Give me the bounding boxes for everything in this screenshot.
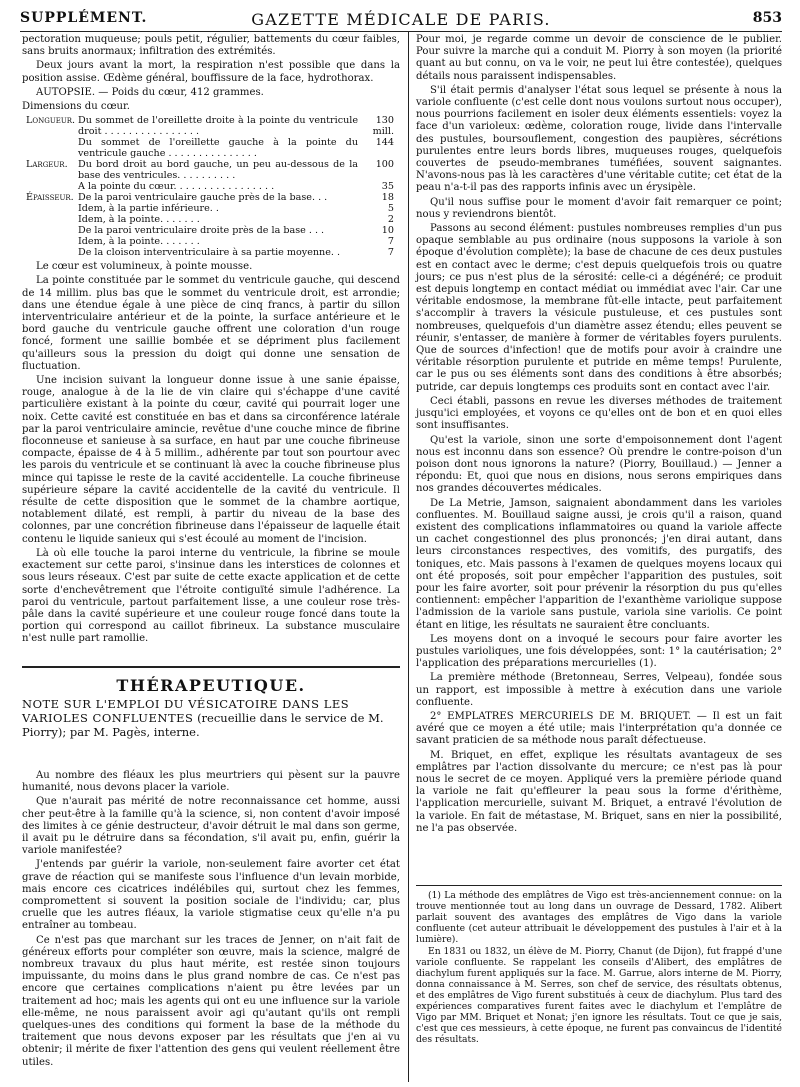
dimension-row: [26, 225, 394, 236]
dimension-desc: Du bord droit au bord gauche, un peu au-dessous de la base des ventricules. . . . . . . . . .: [78, 159, 358, 182]
dimension-label: Largeur.: [26, 159, 68, 171]
dimension-row: [26, 236, 394, 247]
column-divider: [408, 32, 409, 1082]
dimension-label: [26, 214, 78, 225]
dimension-label: [26, 225, 78, 236]
dimension-label: [26, 203, 78, 214]
right-paragraph: Ceci établi, passons en revue les diverses méthodes de traitement jusqu'ici employées, et voyons ce qu'elles ont de bon et en quoi elles sont insuffisantes.: [416, 395, 782, 432]
dimension-label: [26, 236, 78, 247]
dimension-label: [26, 137, 78, 159]
dimension-value: 10: [381, 225, 394, 237]
page-header: [20, 8, 782, 30]
dimension-desc: A la pointe du cœur. . . . . . . . . . . . . . . . .: [78, 181, 275, 193]
dimension-row: [26, 137, 394, 159]
dimension-label: Épaisseur.: [26, 192, 74, 204]
dimension-desc: Idem, à la pointe. . . . . . .: [78, 214, 200, 226]
dimension-value: 144: [375, 137, 394, 149]
dimension-desc: Du sommet de l'oreillette droite à la pointe du ventricule droit . . . . . . . . . . . . . . . .: [78, 115, 358, 138]
body-paragraph: La pointe constituée par le sommet du ventricule gauche, qui descend de 14 millim. plus bas que le sommet du ventricule droit, est arrondie; dans une étendue égale à une pièce de cinq francs, à partir du sillon interventriculaire antérieur et de la pointe, la surface antérieure et le bord gauche du ventricule gauche offrent une coloration d'un rouge foncé, forment une saillie bombée et se dépriment plus facilement qu'ailleurs sous la pression du doigt qui donne une sensation de fluctuation.: [22, 275, 400, 372]
dimension-row: [26, 214, 394, 225]
dimensions-heading: Dimensions du cœur.: [22, 101, 130, 113]
intro-paragraph: Deux jours avant la mort, la respiration n'est possible que dans la position assise. Œdème général, bouffissure de la face, hydrothorax.: [22, 60, 400, 84]
dimension-row: [26, 192, 394, 203]
dimension-desc: Du sommet de l'oreillette gauche à la pointe du ventricule gauche . . . . . . . . . . . . . . .: [78, 137, 358, 160]
right-paragraph: 2° EMPLATRES MERCURIELS DE M. BRIQUET. — Il est un fait avéré que ce moyen a été utile; mais l'interprétation qu'a donnée ce savant praticien de sa méthode nous paraît défectueuse.: [416, 710, 782, 747]
dimension-desc: Idem, à la pointe. . . . . . .: [78, 236, 200, 248]
left-column: [22, 34, 400, 648]
heart-dimensions-table: [26, 115, 394, 258]
right-paragraph: S'il était permis d'analyser l'état sous lequel se présente à nous la variole confluente (c'est celle dont nous voulons surtout nous occuper), nous pourrions facilement en isoler deux éléments essentiels: voyez la face d'un varioleux: œdème, coloration rouge, livide dans l'intervalle des pustules, boursouflement, congestion des paupières, sécrétions purulentes entre leurs bords libres, muqueuses rouges, quelquefois couvertes de pseudo-membranes tuméfiées, souvent saignantes. N'avons-nous pas là les caractères d'une véritable cutite; cet état de la peau n'a-t-il pas des rapports infinis avec un érysipèle.: [416, 84, 782, 194]
dimension-value: 2: [387, 214, 394, 226]
dimension-value: 5: [387, 203, 394, 215]
dimension-row: [26, 181, 394, 192]
right-paragraph: Pour moi, je regarde comme un devoir de conscience de le publier. Pour suivre la marche qui a conduit M. Piorry à son moyen (la priorité quant au but connu, on va le voir, ne peut lui être contestée), quelques détails nous paraissent indispensables.: [416, 34, 782, 82]
footnotes: [416, 890, 782, 1046]
dimension-value: 35: [381, 181, 394, 193]
autopsy-line: AUTOPSIE. — Poids du cœur, 412 grammes.: [36, 86, 264, 98]
right-paragraph: La première méthode (Bretonneau, Serres, Velpeau), fondée sous un rapport, est impossible à mettre à exécution dans une variole confluente.: [416, 672, 782, 708]
dimension-value: 18: [381, 192, 394, 204]
dimension-value: 7: [387, 247, 394, 259]
supplement-label: SUPPLÉMENT.: [20, 10, 148, 26]
left-column-article: [22, 770, 400, 1071]
footnote-rule: [416, 885, 782, 886]
article-title-block: [22, 697, 400, 739]
footnote: En 1831 ou 1832, un élève de M. Piorry, Chanut (de Dijon), fut frappé d'une variole confluente. Se rappelant les conseils d'Alibert, des emplâtres de diachylum furent appliqués sur la face. M. Garrue, alors interne de M. Piorry, donna connaissance à M. Serres, son chef de service, des résultats obtenus, et des emplâtres de Vigo furent substitués à ceux de diachylum. Plus tard des expériences comparatives furent faites avec le diachylum et l'emplâtre de Vigo par MM. Briquet et Nonat; j'en ignore les résultats. Tout ce que je sais, c'est que ces messieurs, à cette époque, ne furent pas convaincus de l'identité des résultats.: [416, 946, 783, 1045]
right-paragraph: Qu'il nous suffise pour le moment d'avoir fait remarquer ce point; nous y reviendrons bientôt.: [416, 196, 782, 220]
right-column: [416, 34, 782, 837]
article-paragraph: Ce n'est pas que marchant sur les traces de Jenner, on n'ait fait de généreux efforts pour compléter son œuvre, mais la science, malgré de nombreux travaux du plus haut mérite, est restée sinon toujours impuissante, du moins dans le plus grand nombre de cas. Ce n'est pas encore que certaines complications n'aient pu être levées par un traitement ad hoc; mais les agents qui ont eu une influence sur la variole elle-même, ne nous paraissent avoir agi qu'autant qu'ils ont rempli quelques-unes des conditions qui forment la base de la méthode du traitement que nous devons exposer par les résultats que j'en ai vu obtenir; il mérite de fixer l'attention des gens qui veulent réellement être utiles.: [22, 934, 400, 1068]
dimension-label: [26, 247, 78, 258]
right-paragraph: Passons au second élément: pustules nombreuses remplies d'un pus opaque semblable au pus ordinaire (nous supposons la variole à son époque d'évolution complète); la base de chacune de ces deux pustules est en contact avec le derme; c'est depuis quelquefois trois ou quatre jours; ce pus n'est plus de la sérosité: celle-ci a dégénéré; ce produit est depuis longtemp en contact médiat ou immédiat avec l'air. Car une véritable endosmose, la membrane fût-elle intacte, peut parfaitement s'accomplir à travers la vésicule pustuleuse, et ces pustules sont nombreuses, quelquefois d'un diamètre assez étendu; elles peuvent se réunir, s'entasser, de manière à former de véritables foyers purulents. Que de sources d'infection! que de motifs pour avoir à craindre une véritable résorption purulente et putride en même temps! Purulente, car le pus ou ses éléments sont dans des conditions à être absorbés; putride, car depuis longtemps ces produits sont en contact avec l'air.: [416, 223, 782, 393]
article-title: NOTE SUR L'EMPLOI DU VÉSICATOIRE DANS LES VARIOLES CONFLUENTES: [22, 697, 350, 725]
dimension-row: [26, 115, 394, 137]
section-heading: THÉRAPEUTIQUE.: [116, 676, 306, 695]
section-rule: [22, 666, 400, 668]
dimension-row: [26, 247, 394, 258]
article-paragraph: J'entends par guérir la variole, non-seulement faire avorter cet état grave de réaction qui se manifeste sous l'influence d'un levain morbide, mais encore ces cicatrices indélébiles qui, surtout chez les femmes, compromettent si souvent la position sociale de l'individu; car, plus cruelle que les autres fléaux, la variole stigmatise ceux qu'elle n'a pu entraîner au tombeau.: [22, 859, 400, 932]
dimension-value: 100: [375, 159, 394, 171]
dimension-row: [26, 159, 394, 181]
journal-title: GAZETTE MÉDICALE DE PARIS.: [251, 10, 551, 29]
dimension-value: 7: [387, 236, 394, 248]
article-paragraph: Que n'aurait pas mérité de notre reconnaissance cet homme, aussi cher peut-être à la famille qu'à la science, si, non content d'avoir imposé des limites à ce génie destructeur, d'avoir détruit le mal dans son germe, il avait pu le détruire dans sa fécondation, s'il avait pu, enfin, guérir la variole manifestée?: [22, 796, 400, 857]
article-paragraph: Au nombre des fléaux les plus meurtriers qui pèsent sur la pauvre humanité, nous devons placer la variole.: [22, 770, 400, 794]
article-subtitle: (recueillie dans le service de M. Piorry); par M. Pagès, interne.: [22, 711, 384, 739]
dimension-desc: De la paroi ventriculaire gauche près de la base. . .: [78, 192, 328, 204]
dimension-row: [26, 203, 394, 214]
dimension-desc: De la cloison interventriculaire à sa partie moyenne. .: [78, 247, 341, 259]
dimension-label: Longueur.: [26, 115, 76, 127]
body-paragraph: Une incision suivant la longueur donne issue à une sanie épaisse, rouge, analogue à de la lie de vin claire qui s'échappe d'une cavité particulière existant à la pointe du cœur, cavité qui pourrait loger une noix. Cette cavité est constituée en bas et dans sa circonférence latérale par la paroi ventriculaire amincie, revêtue d'une couche mince de fibrine floconneuse et sanieuse à sa surface, en haut par une couche fibrineuse compacte, épaisse de 4 à 5 millim., adhérente par tout son pourtour avec les parois du ventricule et se continuant là avec la couche fibrineuse plus mince qui tapisse le reste de la cavité accidentelle. La couche fibrineuse supérieure sépare la cavité accidentelle de la cavité du ventricule. Il résulte de cette disposition que le sommet de la chambre aortique, notablement dilaté, est rempli, à partir du niveau de la base des colonnes, par une concrétion fibrineuse dans l'épaisseur de laquelle était contenu le liquide sanieux qui s'est écoulé au moment de l'incision.: [22, 375, 400, 545]
dimension-desc: De la paroi ventriculaire droite près de la base . . .: [78, 225, 325, 237]
page-number: 853: [752, 10, 782, 26]
dimension-desc: Idem, à la partie inférieure. .: [78, 203, 219, 215]
right-paragraph: Les moyens dont on a invoqué le secours pour faire avorter les pustules varioliques, une fois développées, sont: 1° la cautérisation; 2° l'application des préparations mercurielles (1).: [416, 633, 782, 670]
right-paragraph: De La Metrie, Jamson, saignaient abondamment dans les varioles confluentes. M. Bouillaud saigne aussi, je crois qu'il a raison, quand existent des complications inflammatoires ou quand la variole affecte un cachet congestionnel des plus prononcés; j'en dirai autant, dans leurs circonstances respectives, des vomitifs, des purgatifs, des toniques, etc. Mais passons à l'examen de quelques moyens locaux qui ont été proposés, soit pour empêcher l'apparition des pustules, soit pour les faire avorter, soit pour prévenir la résorption du pus qu'elles contiennent: empêcher l'apparition de l'exanthème variolique suppose l'admission de la variole sans pustule, variola sine variolis. Ce point étant en litige, les résultats ne sauraient être concluants.: [416, 497, 782, 631]
footnote: (1) La méthode des emplâtres de Vigo est très-anciennement connue: on la trouve mentionnée tout au long dans un ouvrage de Dessard, 1782. Alibert parlait souvent des avantages des emplâtres de Vigo dans la variole confluente (cet auteur attribuait le développement des pustules à l'air et à la lumière).: [416, 890, 782, 945]
dimension-value: 130 mill.: [372, 115, 394, 138]
intro-paragraph: pectoration muqueuse; pouls petit, régulier, battements du cœur faibles, sans bruits anormaux; infiltration des extrémités.: [22, 34, 400, 58]
right-paragraph: M. Briquet, en effet, explique les résultats avantageux de ses emplâtres par l'action dissolvante du mercure; ce n'est pas là pour nous le secret de ce moyen. Appliqué vers la première période quand la variole ne fait qu'effleurer la peau sous la forme d'érithème, l'application mercurielle, suivant M. Briquet, a entravé l'évolution de la variole. En fait de métastase, M. Briquet, sans en nier la possibilité, ne l'a pas observée.: [416, 749, 782, 834]
dimension-label: [26, 181, 78, 192]
body-paragraph: Le cœur est volumineux, à pointe mousse.: [36, 261, 253, 273]
header-rule: [20, 31, 782, 32]
right-paragraph: Qu'est la variole, sinon une sorte d'empoisonnement dont l'agent nous est inconnu dans son essence? Où prendre le contre-poison d'un poison dont nous ignorons la nature? (Piorry, Bouillaud.) — Jenner a répondu: Et, quoi que nous en disions, nous serons empiriques dans nos grandes découvertes médicales.: [416, 434, 782, 495]
body-paragraph: Là où elle touche la paroi interne du ventricule, la fibrine se moule exactement sur cette paroi, s'insinue dans les interstices de colonnes et sous leurs réseaux. C'est par suite de cette exacte application et de cette sorte d'enchevêtrement que l'étroite contiguïté simule l'adhérence. La paroi du ventricule, partout parfaitement lisse, a une couleur rose très-pâle dans la cavité supérieure et une couleur rouge foncé dans toute la portion qui correspond au caillot fibrineux. La substance musculaire n'est nulle part ramollie.: [22, 547, 400, 645]
